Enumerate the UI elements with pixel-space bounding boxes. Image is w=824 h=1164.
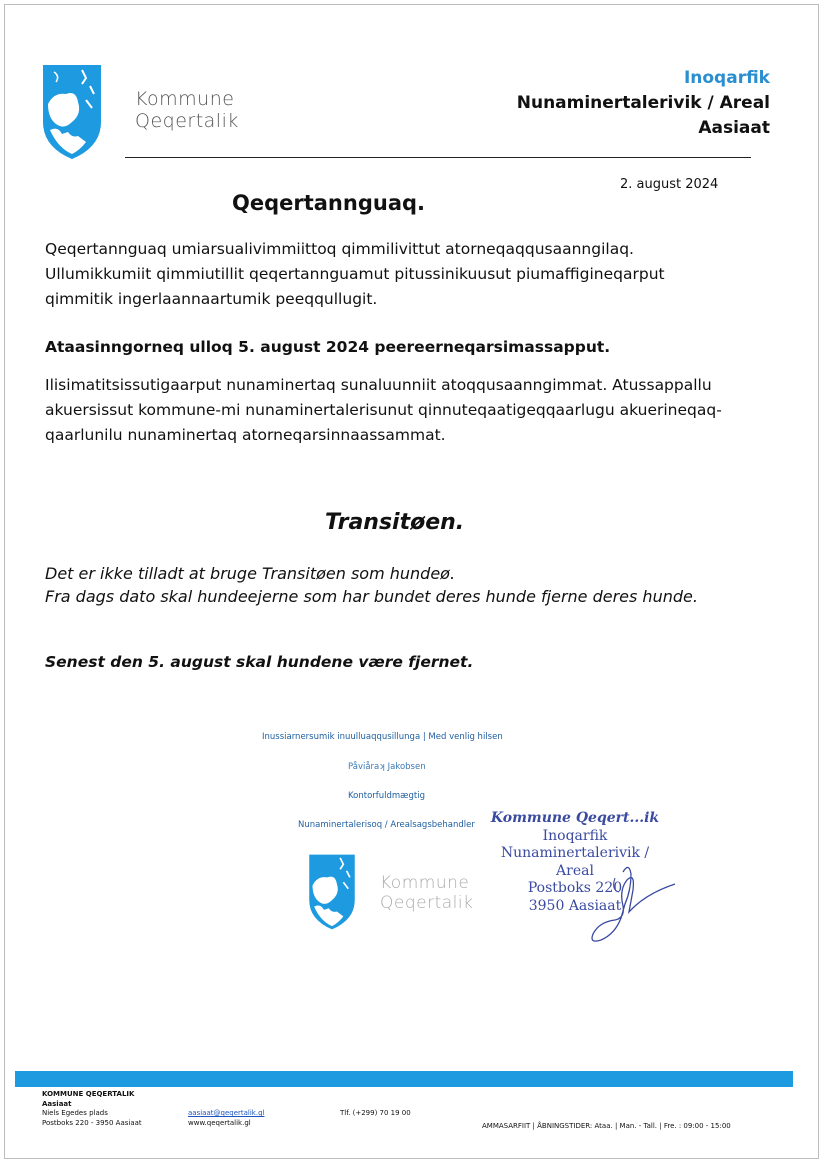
- header-divider: [125, 157, 751, 158]
- section2-title: Transitøen.: [325, 510, 465, 535]
- stamp-line: Nunaminertalerivik / Areal: [500, 845, 650, 879]
- stamp-line: 3950 Aasiaat: [528, 897, 622, 914]
- footer-website[interactable]: www.qeqertalik.gl: [188, 1118, 251, 1127]
- section1-paragraph1: [45, 237, 745, 312]
- header-division: Nunaminertalerivik / Areal: [516, 93, 770, 113]
- logo-text-line1: Kommune: [135, 88, 235, 110]
- footer-org: KOMMUNE QEQERTALIK: [42, 1090, 135, 1098]
- signature-greeting: Inussiarnersumik inuulluaqqusillunga | Med venlig hilsen: [262, 732, 503, 742]
- signature-name: Påviåraʞ Jakobsen: [348, 762, 426, 772]
- text-line: Det er ikke tilladt at bruge Transitøen som hundeø.: [45, 564, 456, 583]
- footer-bar: [15, 1071, 793, 1087]
- footer-contact: [188, 1109, 264, 1128]
- stamp-line: Inoqarfik: [542, 827, 608, 844]
- footer-phone: Tlf. (+299) 70 19 00: [340, 1109, 411, 1117]
- footer-address: [42, 1090, 142, 1128]
- stamp-line: Kommune Qeqert...ik: [490, 810, 660, 826]
- logo-text-line2: Qeqertalik: [380, 893, 474, 913]
- municipality-crest-logo: [42, 64, 102, 160]
- text-line: qimmitik ingerlaannaartumik peeqqullugit.: [45, 290, 378, 308]
- section2-deadline: Senest den 5. august skal hundene være fjernet.: [45, 653, 474, 671]
- footer-street: Niels Egedes plads: [42, 1109, 108, 1117]
- header-city: Aasiaat: [698, 118, 770, 138]
- section2-paragraph: [45, 562, 698, 608]
- signature-title: Kontorfuldmægtig: [348, 791, 426, 801]
- header-department: Inoqarfik: [683, 68, 770, 88]
- section1-title: Qeqertannguaq.: [232, 191, 425, 215]
- logo-text-line2: Qeqertalik: [135, 110, 239, 132]
- footer-postbox: Postboks 220 - 3950 Aasiaat: [42, 1118, 142, 1127]
- logo-text: [135, 88, 239, 132]
- text-line: Ullumikkumiit qimmiutillit qeqertannguamut pitussinikuusut piumaffigineqarput: [45, 265, 665, 283]
- section1-deadline: Ataasinngorneq ulloq 5. august 2024 peereerneqarsimassapput.: [45, 338, 611, 356]
- footer-city: Aasiaat: [42, 1099, 72, 1108]
- text-line: akuersissut kommune-mi nunaminertalerisunut qinnuteqaatigeqqaarlugu akuerineqaq-: [45, 401, 722, 419]
- text-line: Ilisimatitsissutigaarput nunaminertaq sunaluunniit atoqqusaanngimmat. Atussappallu: [45, 376, 712, 394]
- letter-date: 2. august 2024: [620, 177, 719, 192]
- text-line: Qeqertannguaq umiarsualivimmiittoq qimmilivittut atorneqaqqusaanngilaq.: [45, 240, 634, 258]
- footer-opening-hours: AMMASARFIIT | ÅBNINGSTIDER: Ataa. | Man. - Tall. | Fre. : 09:00 - 15:00: [482, 1122, 731, 1130]
- footer-email-link[interactable]: aasiaat@qeqertalik.gl: [188, 1109, 265, 1117]
- text-line: qaarlunilu nunaminertaq atorneqarsinnaassammat.: [45, 426, 446, 444]
- logo-text-line1: Kommune: [380, 873, 470, 893]
- text-line: Fra dags dato skal hundeejerne som har bundet deres hunde fjerne deres hunde.: [45, 587, 698, 606]
- section1-paragraph2: [45, 373, 765, 448]
- header-address: [517, 66, 770, 141]
- signature-crest-logo: [305, 853, 359, 931]
- stamp-line: Postboks 220: [527, 880, 623, 896]
- signature-role: Nunaminertalerisoq / Arealsagsbehandler: [298, 820, 475, 830]
- handwritten-signature: [585, 860, 680, 945]
- signature-logo-text: [380, 873, 473, 913]
